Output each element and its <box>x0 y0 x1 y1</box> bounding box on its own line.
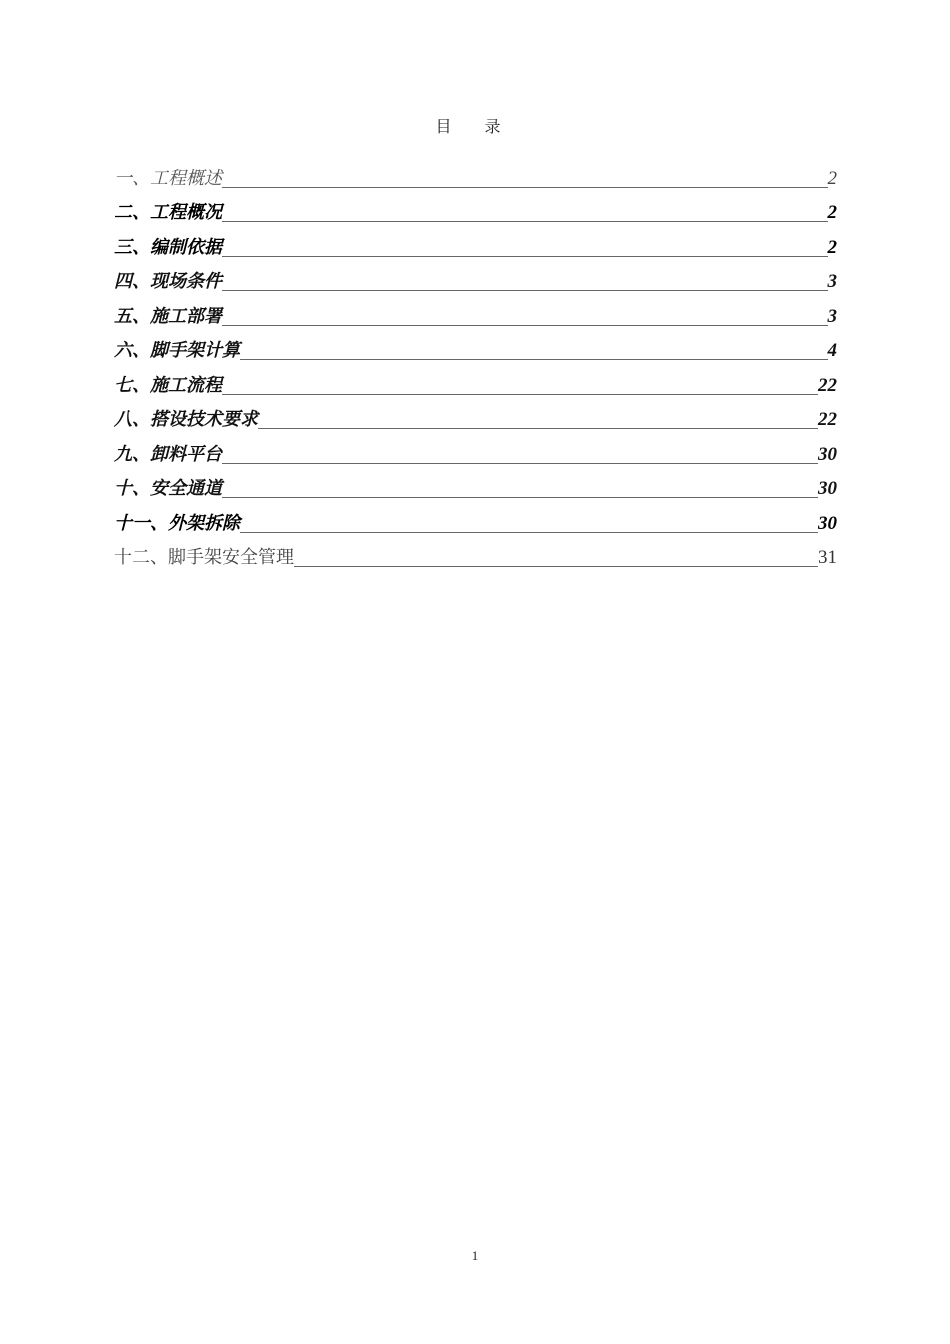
toc-entry-label: 八、搭设技术要求 <box>114 409 258 430</box>
footer-page-number: 1 <box>471 1248 479 1263</box>
toc-entry-page: 2 <box>827 167 837 189</box>
toc-entry-page: 30 <box>818 443 837 465</box>
toc-entry-label: 七、施工流程 <box>114 374 222 396</box>
toc-entry[interactable] <box>114 156 837 191</box>
toc-entry-label: 十二、脚手架安全管理 <box>114 547 294 568</box>
toc-leader-line <box>222 393 818 395</box>
toc-entry-page: 30 <box>818 512 837 534</box>
toc-leader-line <box>222 289 828 291</box>
toc-entry[interactable] <box>114 536 837 571</box>
toc-entry[interactable] <box>114 260 837 295</box>
toc-entry-label: 一、工程概述 <box>114 167 222 189</box>
toc-entry-page: 3 <box>827 271 837 292</box>
toc-leader-line <box>258 427 818 429</box>
toc-leader-line <box>222 220 828 222</box>
toc-leader-line <box>222 186 828 188</box>
toc-entry-page: 2 <box>827 236 837 258</box>
toc-entry-label: 十一、外架拆除 <box>114 512 240 534</box>
toc-entry[interactable] <box>114 225 837 260</box>
toc-entry[interactable] <box>114 432 837 467</box>
toc-leader-line <box>222 255 828 257</box>
toc-entry-label: 六、脚手架计算 <box>114 340 240 361</box>
toc-entry-label: 十、安全通道 <box>114 478 222 499</box>
toc-leader-line <box>240 531 818 533</box>
toc-entry[interactable] <box>114 294 837 329</box>
toc-entry-page: 22 <box>818 374 837 396</box>
toc-entry-page: 4 <box>827 340 837 361</box>
toc-entry-label: 三、编制依据 <box>114 236 222 258</box>
toc-leader-line <box>222 462 818 464</box>
toc-entry-label: 五、施工部署 <box>114 305 222 327</box>
toc-entry[interactable] <box>114 329 837 364</box>
toc-entry-page: 22 <box>818 409 837 430</box>
toc-entry-label: 四、现场条件 <box>114 271 222 292</box>
toc-entry-page: 2 <box>827 202 837 223</box>
toc-title: 目 录 <box>435 117 515 136</box>
toc-leader-line <box>294 565 818 567</box>
toc-entry[interactable] <box>114 501 837 536</box>
table-of-contents <box>114 156 837 570</box>
toc-entry[interactable] <box>114 191 837 226</box>
toc-entry[interactable] <box>114 467 837 502</box>
toc-entry[interactable] <box>114 398 837 433</box>
toc-entry-label: 二、工程概况 <box>114 202 222 223</box>
toc-leader-line <box>240 358 828 360</box>
toc-entry-label: 九、卸料平台 <box>114 443 222 465</box>
toc-entry-page: 31 <box>818 547 837 568</box>
toc-entry-page: 3 <box>827 305 837 327</box>
toc-entry[interactable] <box>114 363 837 398</box>
toc-leader-line <box>222 324 828 326</box>
toc-entry-page: 30 <box>818 478 837 499</box>
toc-leader-line <box>222 496 818 498</box>
